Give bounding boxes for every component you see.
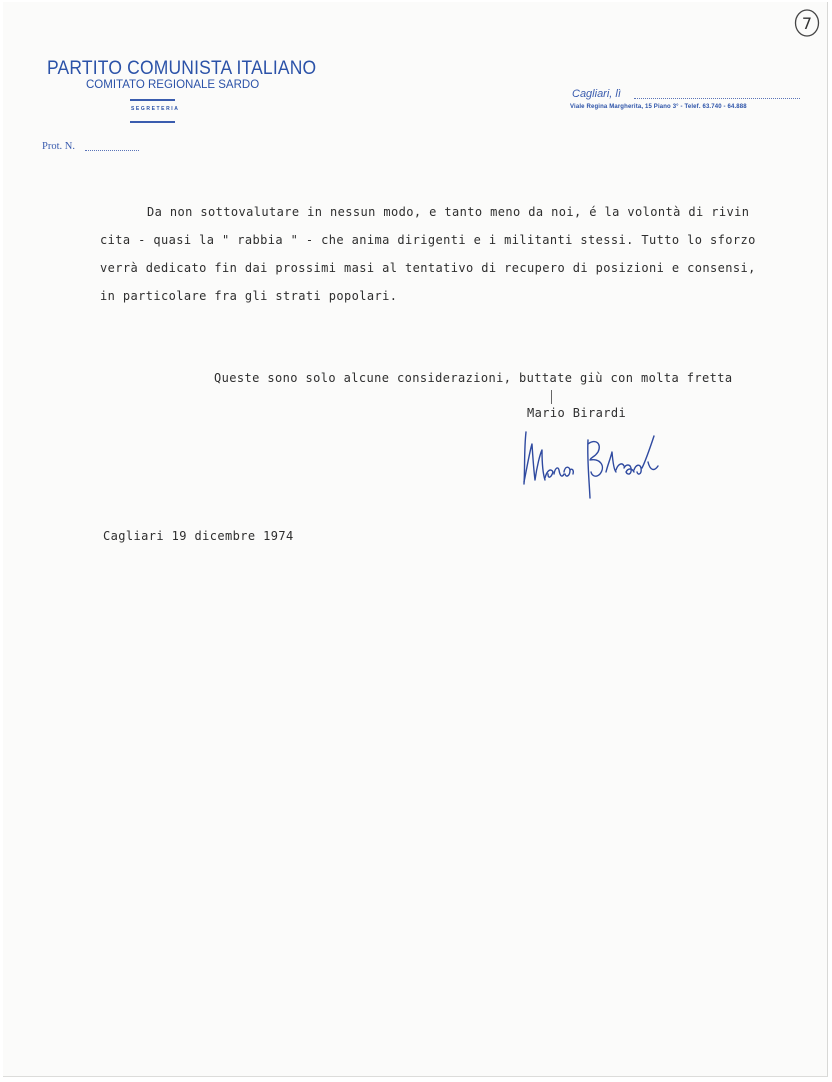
closing-remark: Queste sono solo alcune considerazioni, buttate giù con molta fretta xyxy=(214,371,733,385)
ink-mark xyxy=(550,390,553,404)
paragraph-line: in particolare fra gli strati popolari. xyxy=(100,289,398,303)
date-line: Cagliari 19 dicembre 1974 xyxy=(103,529,294,543)
protocol-label: Prot. N. xyxy=(42,141,75,152)
page-number-circle xyxy=(794,8,820,38)
protocol-number-field xyxy=(85,150,139,151)
paragraph-line: verrà dedicato fin dai prossimi masi al tentativo di recupero di posizioni e consensi, xyxy=(100,261,756,275)
letter-page xyxy=(3,2,828,1077)
page-number: 7 xyxy=(801,14,813,33)
letterhead-rule-top xyxy=(130,99,175,101)
paragraph-line: cita - quasi la " rabbia " - che anima dirigenti e i militanti stessi. Tutto lo sforzo xyxy=(100,233,756,247)
committee-name: COMITATO REGIONALE SARDO xyxy=(86,79,260,91)
letterhead-rule-bottom xyxy=(130,121,175,123)
office-name: SEGRETERIA xyxy=(131,106,180,112)
handwritten-signature xyxy=(518,422,678,504)
signatory-name: Mario Birardi xyxy=(527,406,627,420)
office-address: Viale Regina Margherita, 15 Piano 3° - Telef. 63.740 - 64.888 xyxy=(570,104,747,110)
paragraph-line: Da non sottovalutare in nessun modo, e tanto meno da noi, é la volontà di rivin xyxy=(147,205,750,219)
party-name: PARTITO COMUNISTA ITALIANO xyxy=(47,58,317,79)
place-date-field xyxy=(634,98,800,99)
place-date-label: Cagliari, lì xyxy=(572,88,621,100)
